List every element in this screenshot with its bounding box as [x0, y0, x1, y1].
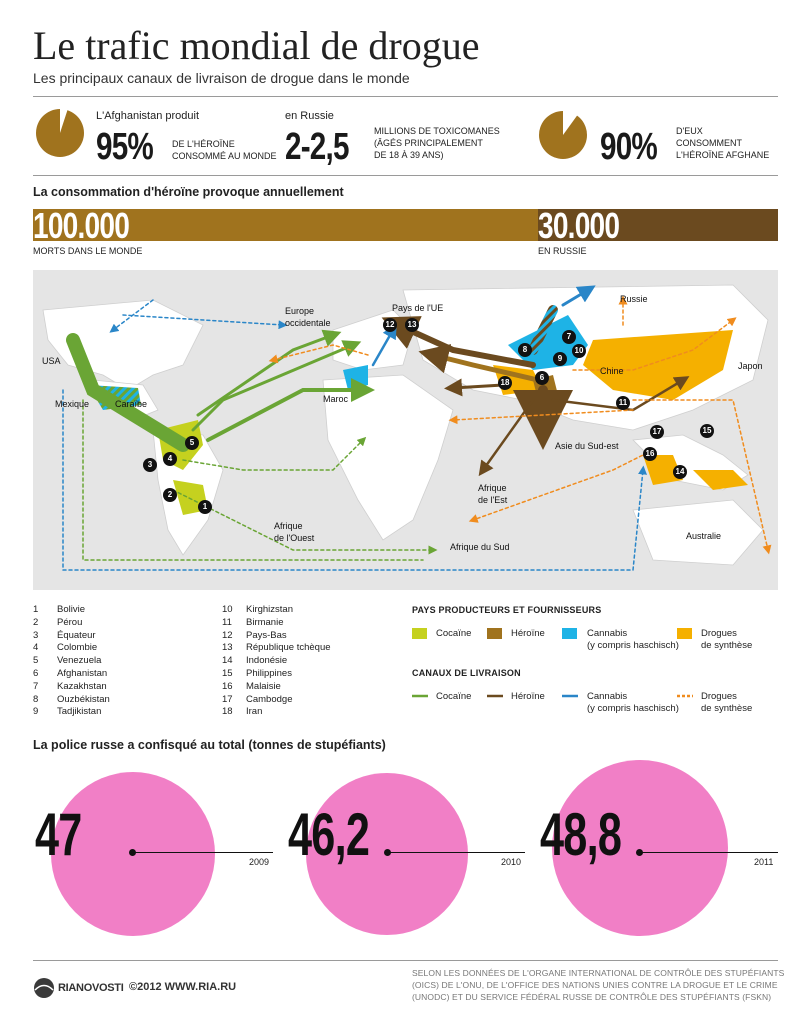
map-marker-3: 3: [143, 458, 157, 472]
map-label-usa: USA: [42, 356, 61, 366]
country-item: 14 Indonésie: [222, 655, 288, 667]
legend-line-heroine: [487, 692, 503, 700]
legend-swatch-cocaine: [412, 628, 427, 639]
country-item: 8 Ouzbékistan: [33, 693, 110, 705]
map-marker-15: 15: [700, 424, 714, 438]
seizures-heading: La police russe a confisqué au total (tonnes de stupéfiants): [33, 738, 386, 752]
map-marker-6: 6: [535, 371, 549, 385]
afghan-label: L'Afghanistan produit: [96, 110, 200, 122]
afghan-desc-1: DE L'HÉROÏNE: [172, 139, 235, 149]
map-marker-7: 7: [562, 330, 576, 344]
map-label-russie: Russie: [620, 294, 648, 304]
seizure-value-2009: 47: [35, 801, 82, 868]
afghan-pie-chart: [35, 108, 85, 158]
map-marker-2: 2: [163, 488, 177, 502]
map-label-australie: Australie: [686, 531, 722, 541]
afghan-desc-2: CONSOMMÉ AU MONDE: [172, 151, 277, 161]
map-marker-5: 5: [185, 436, 199, 450]
map-label-afrique-est: [478, 482, 507, 506]
country-item: 18 Iran: [222, 706, 263, 718]
divider: [33, 960, 778, 961]
legend-label-cocaine: Cocaïne: [436, 628, 472, 639]
seizure-value-2010: 46,2: [288, 801, 370, 868]
seizure-line-2011: [640, 852, 778, 853]
deaths-world-label: MORTS DANS LE MONDE: [33, 246, 143, 256]
country-item: 17 Cambodge: [222, 693, 293, 705]
map-label-mexique: Mexique: [55, 399, 90, 409]
country-item: 16 Malaisie: [222, 680, 281, 692]
legend-line-cocaine: [412, 692, 428, 700]
legend-channel-cocaine: Cocaïne: [436, 691, 472, 702]
map-label-afrique-ouest-1: Afrique: [274, 521, 303, 531]
legend-channel-cannabis: [587, 691, 679, 715]
divider: [33, 96, 778, 97]
map-label-afrique-sud: Afrique du Sud: [450, 542, 510, 552]
legend-line-synthetic: [677, 692, 693, 700]
map-label-japon: Japon: [738, 361, 763, 371]
country-item: 2 Pérou: [33, 616, 83, 628]
map-marker-1: 1: [198, 500, 212, 514]
map-label-asie: Asie du Sud-est: [555, 441, 619, 451]
map-label-maroc: Maroc: [323, 394, 349, 404]
country-item: 1 Bolivie: [33, 604, 85, 615]
russia-desc: [374, 125, 500, 161]
legend-channel-synthetic-2: de synthèse: [701, 703, 753, 714]
seizure-year-2010: 2010: [501, 857, 522, 867]
footer-source-2: (OICS) DE L'ONU, DE L'OFFICE DES NATIONS UNIES CONTRE LA DROGUE ET LE CRIME: [412, 980, 778, 990]
map-marker-4: 4: [163, 452, 177, 466]
legend-label-synthetic-1: Drogues: [701, 628, 737, 639]
map-marker-18: 18: [498, 376, 512, 390]
legend-channel-synthetic: [701, 691, 752, 715]
afghan-heroin-pie-chart: [538, 110, 588, 160]
afghan-desc: [172, 138, 277, 162]
country-list-col-2: [222, 604, 331, 719]
footer-source-3: (UNODC) ET DU SERVICE FÉDÉRAL RUSSE DE CONTRÔLE DES STUPÉFIANTS (FSKN): [412, 992, 772, 1002]
deaths-heading: La consommation d'héroïne provoque annuellement: [33, 185, 344, 199]
country-item: 13 République tchèque: [222, 642, 331, 654]
map-label-afrique-est-2: de l'Est: [478, 495, 508, 505]
divider: [33, 175, 778, 176]
footer-copyright: ©2012 WWW.RIA.RU: [129, 981, 237, 993]
map-marker-9: 9: [553, 352, 567, 366]
legend-label-synthetic: [701, 628, 752, 652]
seizure-line-2009: [133, 852, 273, 853]
country-item: 15 Philippines: [222, 667, 292, 679]
country-list-col-1: [33, 604, 110, 719]
country-item: 9 Tadjikistan: [33, 706, 102, 718]
footer-brand: RIANOVOSTI: [58, 982, 124, 994]
seizure-line-2010: [388, 852, 525, 853]
map-label-caraibe: Caraïbe: [115, 399, 148, 409]
country-item: 11 Birmanie: [222, 616, 284, 628]
russia-label: en Russie: [285, 110, 334, 122]
seizure-year-2009: 2009: [249, 857, 270, 867]
map-marker-8: 8: [518, 343, 532, 357]
map-label-europe-2: occidentale: [285, 318, 331, 328]
seizure-year-2011: 2011: [754, 857, 774, 867]
map-marker-10: 10: [572, 344, 586, 358]
country-item: 5 Venezuela: [33, 655, 102, 667]
legend-producers-heading: PAYS PRODUCTEURS ET FOURNISSEURS: [412, 605, 602, 615]
legend-swatch-cannabis: [562, 628, 577, 639]
legend-label-cannabis-2: (y compris haschisch): [587, 640, 679, 651]
country-item: 4 Colombie: [33, 642, 98, 654]
map-label-europe: [285, 305, 331, 329]
legend-channel-cannabis-1: Cannabis: [587, 691, 628, 702]
legend-label-heroine: Héroïne: [511, 628, 545, 639]
legend-label-synthetic-2: de synthèse: [701, 640, 753, 651]
legend-swatch-synthetic: [677, 628, 692, 639]
legend-channel-synthetic-1: Drogues: [701, 691, 737, 702]
map-label-afrique-est-1: Afrique: [478, 483, 507, 493]
world-map: [33, 270, 778, 590]
deaths-russia-label: EN RUSSIE: [538, 246, 587, 256]
map-label-chine: Chine: [600, 366, 624, 376]
page-title: Le trafic mondial de drogue: [33, 23, 480, 68]
country-item: 6 Afghanistan: [33, 667, 108, 679]
page-subtitle: Les principaux canaux de livraison de drogue dans le monde: [33, 70, 410, 86]
legend-swatch-heroine: [487, 628, 502, 639]
afghan-heroin-desc: [676, 125, 769, 161]
russia-value: 2-2,5: [285, 126, 349, 168]
seizure-value-2011: 48,8: [540, 801, 622, 868]
deaths-world-value: 100.000: [33, 205, 130, 246]
legend-channel-cannabis-2: (y compris haschisch): [587, 703, 679, 714]
afghan-heroin-desc-2: CONSOMMENT: [676, 138, 742, 148]
russia-desc-2: (ÂGÉS PRINCIPALEMENT: [374, 138, 483, 148]
map-label-ue: Pays de l'UE: [392, 303, 444, 313]
ria-logo-icon: [33, 977, 55, 999]
russia-desc-3: DE 18 À 39 ANS): [374, 150, 444, 160]
russia-desc-1: MILLIONS DE TOXICOMANES: [374, 126, 500, 136]
country-item: 3 Équateur: [33, 629, 96, 641]
legend-label-cannabis: [587, 628, 679, 652]
legend-channels-heading: CANAUX DE LIVRAISON: [412, 668, 521, 678]
country-item: 7 Kazakhstan: [33, 680, 107, 692]
map-marker-14: 14: [673, 465, 687, 479]
map-label-afrique-ouest-2: de l'Ouest: [274, 533, 315, 543]
map-label-afrique-ouest: [274, 520, 314, 544]
map-marker-17: 17: [650, 425, 664, 439]
map-label-europe-1: Europe: [285, 306, 315, 316]
afghan-pct: 95%: [96, 126, 153, 168]
map-marker-11: 11: [616, 396, 630, 410]
country-item: 12 Pays-Bas: [222, 629, 287, 641]
map-marker-13: 13: [405, 318, 419, 332]
country-item: 10 Kirghizstan: [222, 604, 293, 615]
legend-line-cannabis: [562, 692, 578, 700]
legend-channel-heroine: Héroïne: [511, 691, 545, 702]
afghan-heroin-pct: 90%: [600, 126, 657, 168]
footer-source: [412, 967, 784, 1003]
deaths-russia-value: 30.000: [538, 205, 620, 246]
legend-label-cannabis-1: Cannabis: [587, 628, 628, 639]
footer-source-1: SELON LES DONNÉES DE L'ORGANE INTERNATIONAL DE CONTRÔLE DES STUPÉFIANTS: [412, 968, 785, 978]
afghan-heroin-desc-3: L'HÉROÏNE AFGHANE: [676, 150, 770, 160]
map-marker-12: 12: [383, 318, 397, 332]
afghan-heroin-desc-1: D'EUX: [676, 126, 703, 136]
map-marker-16: 16: [643, 447, 657, 461]
